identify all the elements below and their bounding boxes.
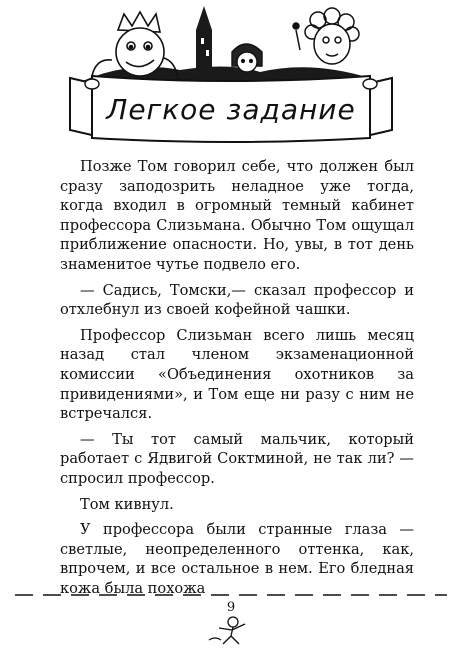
paragraph: Том кивнул. — [80, 495, 174, 513]
paragraph: — Ты тот самый мальчик, который работает с Ядвигой Соктминой, не так ли? — спросил профессор. — [60, 430, 414, 487]
footer-dashed-rule — [15, 592, 447, 598]
paragraph: У профессора были странные глаза — светлые, неопределенного оттенка, как, впрочем, и все остальное в нем. Его бледная кожа была похожа — [60, 521, 414, 597]
paragraph: Позже Том говорил себе, что должен был сразу заподозрить неладное уже тогда, когда входил в огромный темный кабинет профессора Слизьмана. Обычно Том ощущал приближение опасности. Но, увы, в тот день знаменитое чутье подвело его. — [60, 158, 414, 273]
paragraph: — Садись, Томски,— сказал профессор и отхлебнул из своей кофейной чашки. — [60, 281, 414, 319]
tower-icon — [196, 6, 212, 80]
page-body — [60, 157, 414, 598]
curly-woman-icon — [293, 8, 359, 64]
paragraph: Профессор Слизьман всего лишь месяц назад стал членом экзаменационной комиссии «Объединения охотников за привидениями», и Том еще ни разу с ним не встречался. — [60, 326, 414, 423]
page-number: 9 — [226, 600, 236, 615]
chapter-title: Легкое задание — [106, 92, 356, 126]
running-figure-icon — [205, 614, 257, 648]
